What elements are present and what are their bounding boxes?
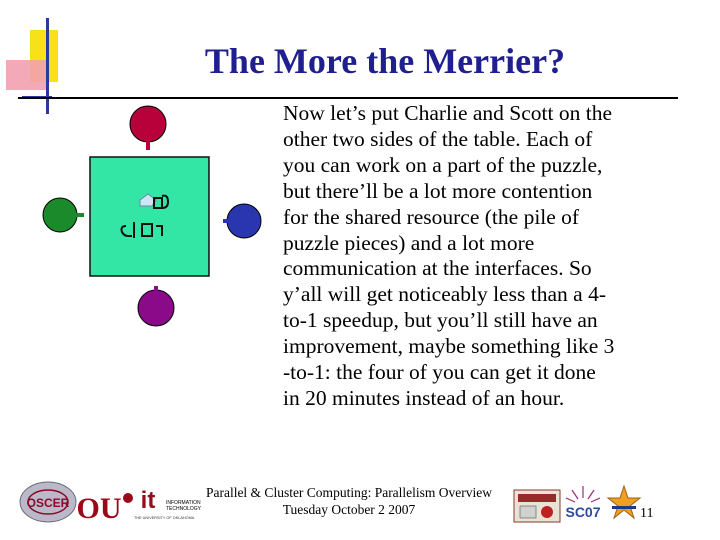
- body-line: communication at the interfaces. So: [283, 256, 592, 281]
- body-line: for the shared resource (the pile of: [283, 204, 580, 229]
- body-line: puzzle pieces) and a lot more: [283, 230, 535, 255]
- puzzle-table: [90, 157, 209, 276]
- it-logo-caption-1: INFORMATION: [166, 500, 201, 506]
- body-line: Now let’s put Charlie and Scott on the: [283, 101, 613, 125]
- body-line: you can work on a part of the puzzle,: [283, 152, 603, 177]
- it-logo-text: it: [140, 487, 156, 514]
- slide-title: The More the Merrier?: [204, 41, 566, 81]
- body-line: to-1 speedup, but you’ll still have an: [283, 308, 598, 333]
- table-illustration: [30, 100, 280, 340]
- footer-course-title: Parallel & Cluster Computing: Parallelism Overview: [205, 485, 493, 500]
- body-line: y’all will get noticeably less than a 4-: [283, 282, 607, 307]
- slide-footer: [190, 484, 508, 518]
- body-line: but there’ll be a lot more contention: [283, 178, 593, 203]
- slide-body: [283, 101, 668, 412]
- sc07-logo-text: SC07: [565, 504, 601, 520]
- ou-logo-text: OU: [76, 492, 122, 525]
- conference-logo: [512, 486, 562, 526]
- star-logo: [606, 484, 642, 524]
- table-with-four-people-icon: [30, 100, 280, 340]
- person-top: [130, 106, 166, 142]
- oscer-logo-text: OSCER: [26, 496, 70, 510]
- page-number: 11: [640, 506, 654, 521]
- it-logo: [120, 484, 200, 524]
- sc07-logo: [560, 482, 606, 528]
- body-line: -to-1: the four of you can get it done: [283, 360, 596, 385]
- body-line: improvement, maybe something like 3: [283, 334, 615, 359]
- person-left: [43, 198, 77, 232]
- oscer-logo: [18, 480, 78, 524]
- body-line: in 20 minutes instead of an hour.: [283, 385, 565, 410]
- it-logo-caption-3: THE UNIVERSITY OF OKLAHOMA: [134, 516, 195, 520]
- body-line: other two sides of the table. Each of: [283, 126, 593, 151]
- it-logo-caption-2: TECHNOLOGY: [166, 506, 202, 512]
- footer-date: Tuesday October 2 2007: [282, 502, 416, 517]
- title-underline: [18, 97, 678, 99]
- ou-logo: [76, 482, 122, 526]
